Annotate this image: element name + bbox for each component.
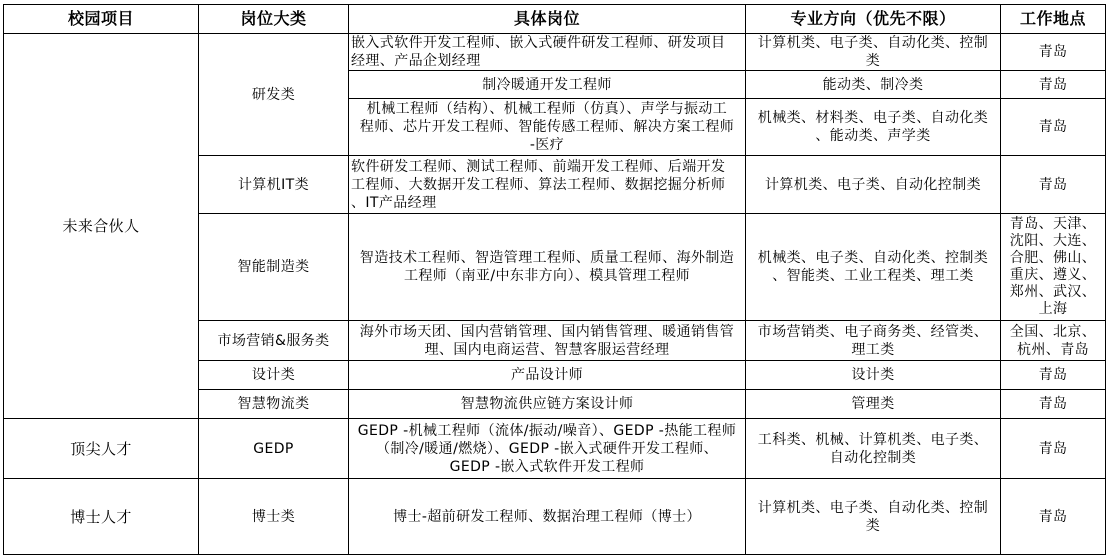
category-cell: 博士类	[199, 479, 349, 555]
recruitment-table	[3, 4, 1106, 555]
position-cell: 制冷暖通开发工程师	[349, 71, 746, 99]
project-cell: 顶尖人才	[4, 419, 199, 479]
location-cell: 青岛	[1001, 34, 1106, 71]
location-cell: 青岛	[1001, 71, 1106, 99]
category-cell: GEDP	[199, 419, 349, 479]
position-cell: 海外市场天团、国内营销管理、国内销售管理、暖通销售管 理、国内电商运营、智慧客服运营经理	[349, 321, 746, 361]
category-cell: 智能制造类	[199, 214, 349, 321]
position-cell: 博士-超前研发工程师、数据治理工程师（博士）	[349, 479, 746, 555]
location-cell: 青岛	[1001, 361, 1106, 390]
header-row	[4, 5, 1106, 34]
major-cell: 能动类、制冷类	[746, 71, 1001, 99]
major-cell: 计算机类、电子类、自动化类、控制 类	[746, 479, 1001, 555]
major-cell: 机械类、材料类、电子类、自动化类 、能动类、声学类	[746, 99, 1001, 156]
project-cell: 博士人才	[4, 479, 199, 555]
category-cell: 智慧物流类	[199, 390, 349, 419]
major-cell: 管理类	[746, 390, 1001, 419]
category-cell: 计算机IT类	[199, 156, 349, 214]
table-row	[4, 419, 1106, 479]
location-cell: 青岛	[1001, 390, 1106, 419]
category-cell: 研发类	[199, 34, 349, 156]
table-row	[4, 479, 1106, 555]
location-cell: 全国、北京、 杭州、青岛	[1001, 321, 1106, 361]
location-cell: 青岛	[1001, 156, 1106, 214]
position-cell: 智造技术工程师、智造管理工程师、质量工程师、海外制造 工程师（南亚/中东非方向）、模具管理工程师	[349, 214, 746, 321]
position-cell: 机械工程师（结构）、机械工程师（仿真）、声学与振动工 程师、芯片开发工程师、智能传感工程师、解决方案工程师 -医疗	[349, 99, 746, 156]
project-cell: 未来合伙人	[4, 34, 199, 419]
location-cell: 青岛	[1001, 479, 1106, 555]
major-cell: 设计类	[746, 361, 1001, 390]
header-position: 具体岗位	[349, 5, 746, 34]
table-row	[4, 34, 1106, 71]
position-cell: 产品设计师	[349, 361, 746, 390]
position-cell: GEDP -机械工程师（流体/振动/噪音）、GEDP -热能工程师 （制冷/暖通/燃烧）、GEDP -嵌入式硬件开发工程师、 GEDP -嵌入式软件开发工程师	[349, 419, 746, 479]
major-cell: 计算机类、电子类、自动化控制类	[746, 156, 1001, 214]
header-location: 工作地点	[1001, 5, 1106, 34]
position-cell: 软件研发工程师、测试工程师、前端开发工程师、后端开发 工程师、大数据开发工程师、算法工程师、数据挖掘分析师 、IT产品经理	[349, 156, 746, 214]
location-cell: 青岛	[1001, 99, 1106, 156]
position-cell: 智慧物流供应链方案设计师	[349, 390, 746, 419]
major-cell: 计算机类、电子类、自动化类、控制 类	[746, 34, 1001, 71]
major-cell: 机械类、电子类、自动化类、控制类 、智能类、工业工程类、理工类	[746, 214, 1001, 321]
header-category: 岗位大类	[199, 5, 349, 34]
major-cell: 工科类、机械、计算机类、电子类、 自动化控制类	[746, 419, 1001, 479]
header-project: 校园项目	[4, 5, 199, 34]
major-cell: 市场营销类、电子商务类、经管类、 理工类	[746, 321, 1001, 361]
location-cell: 青岛、天津、 沈阳、大连、 合肥、佛山、 重庆、遵义、 郑州、武汉、 上海	[1001, 214, 1106, 321]
header-major: 专业方向（优先不限）	[746, 5, 1001, 34]
position-cell: 嵌入式软件开发工程师、嵌入式硬件研发工程师、研发项目 经理、产品企划经理	[349, 34, 746, 71]
location-cell: 青岛	[1001, 419, 1106, 479]
category-cell: 设计类	[199, 361, 349, 390]
category-cell: 市场营销&服务类	[199, 321, 349, 361]
